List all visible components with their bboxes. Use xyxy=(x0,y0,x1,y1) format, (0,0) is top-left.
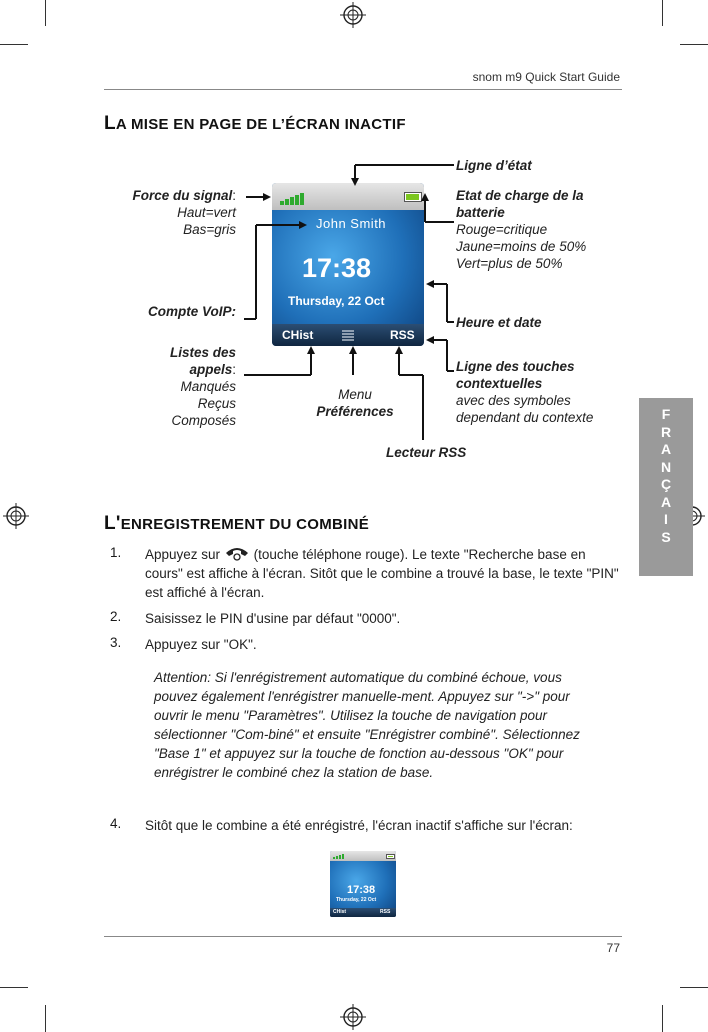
status-bar xyxy=(330,851,396,861)
clock-date: Thursday, 22 Oct xyxy=(336,897,377,903)
crop-mark xyxy=(662,1005,663,1032)
clock-time: 17:38 xyxy=(347,884,376,896)
step-number: 1. xyxy=(110,545,122,560)
signal-bar xyxy=(339,855,341,859)
softkey-rss[interactable]: RSS xyxy=(390,328,415,342)
tab-letter: Ç xyxy=(660,476,672,492)
crop-mark xyxy=(45,1005,46,1032)
battery-icon xyxy=(386,854,395,859)
crop-mark xyxy=(0,987,28,988)
tab-letter: A xyxy=(660,493,672,510)
phone-idle-screen-small xyxy=(330,851,396,917)
tab-letter: N xyxy=(660,458,672,475)
step-number: 3. xyxy=(110,635,122,650)
signal-bar xyxy=(333,857,335,859)
section-title-idle-screen: LA MISE EN PAGE DE L’ÉCRAN INACTIF xyxy=(104,113,406,134)
account-name: John Smith xyxy=(316,216,387,231)
footer-rule xyxy=(104,936,622,937)
softkey-bar xyxy=(330,908,396,917)
callout-call-lists: Listes des appels: Manqués Reçus Composés xyxy=(169,345,236,428)
step-number: 2. xyxy=(110,609,122,624)
signal-bar xyxy=(342,854,344,859)
callout-status-line: Ligne d’état xyxy=(456,158,532,173)
section-title-handset-registration: L'ENREGISTREMENT DU COMBINÉ xyxy=(104,513,370,534)
page-number: 77 xyxy=(606,941,620,955)
softkey-chist[interactable]: CHist xyxy=(282,328,314,342)
step-text: Sitôt que le combine a été enrégistré, l'écran inactif s'affiche sur l'écran: xyxy=(145,818,573,833)
signal-bar xyxy=(336,856,338,859)
softkey-chist: CHist xyxy=(333,909,347,915)
tab-letter: S xyxy=(661,528,671,545)
tab-letter: R xyxy=(660,423,672,440)
step-number: 4. xyxy=(110,816,122,831)
clock-date: Thursday, 22 Oct xyxy=(288,294,385,308)
step-text: Saisissez le PIN d'usine par défaut "0000". xyxy=(145,611,401,626)
step-text: Appuyez sur (touche téléphone rouge). Le texte "Recherche base en cours" est affiche à l'écran. Sitôt que le combine a trouvé la base, le texte "PIN" est affiché à l'écran. xyxy=(145,547,619,600)
tab-letter: F xyxy=(661,406,671,422)
step-text: Appuyez sur "OK". xyxy=(145,637,257,652)
tab-letter: I xyxy=(664,511,668,527)
callout-menu: Menu Préférences xyxy=(316,387,394,419)
registration-mark-icon xyxy=(3,503,29,529)
registration-mark-icon xyxy=(340,1004,366,1030)
tab-letter: A xyxy=(660,441,672,457)
callout-time-date: Heure et date xyxy=(456,315,542,330)
callout-battery: Etat de charge de la batterie Rouge=critique Jaune=moins de 50% Vert=plus de 50% xyxy=(456,188,587,271)
guide-title: snom m9 Quick Start Guide xyxy=(472,70,620,84)
callout-voip-account: Compte VoIP: xyxy=(147,304,236,319)
softkey-rss: RSS xyxy=(380,909,391,915)
callout-softkey-line: Ligne des touches contextuelles avec des symboles dependant du contexte xyxy=(456,359,594,425)
callout-rss-reader: Lecteur RSS xyxy=(386,445,467,460)
crop-mark xyxy=(680,987,708,988)
callout-signal-strength: Force du signal: Haut=vert Bas=gris xyxy=(132,188,236,237)
clock-time: 17:38 xyxy=(302,253,372,283)
language-tab xyxy=(639,398,693,576)
registration-note: Attention: Si l'enrégistrement automatique du combiné échoue, vous pouvez également l'enrégistrer manuelle-ment. Appuyez sur "->" pour ouvrir le menu "Paramètres". Utilisez la touche de navigation pour sélectionner "Com-biné" et ensuite "Enrégistrer combiné". Sélectionnez "Base 1" et appuyez sur la touche de fonction au-dessous "OK" pour enrégistrer le combiné chez la station de base. xyxy=(154,670,580,780)
red-phone-key-icon xyxy=(224,546,250,561)
